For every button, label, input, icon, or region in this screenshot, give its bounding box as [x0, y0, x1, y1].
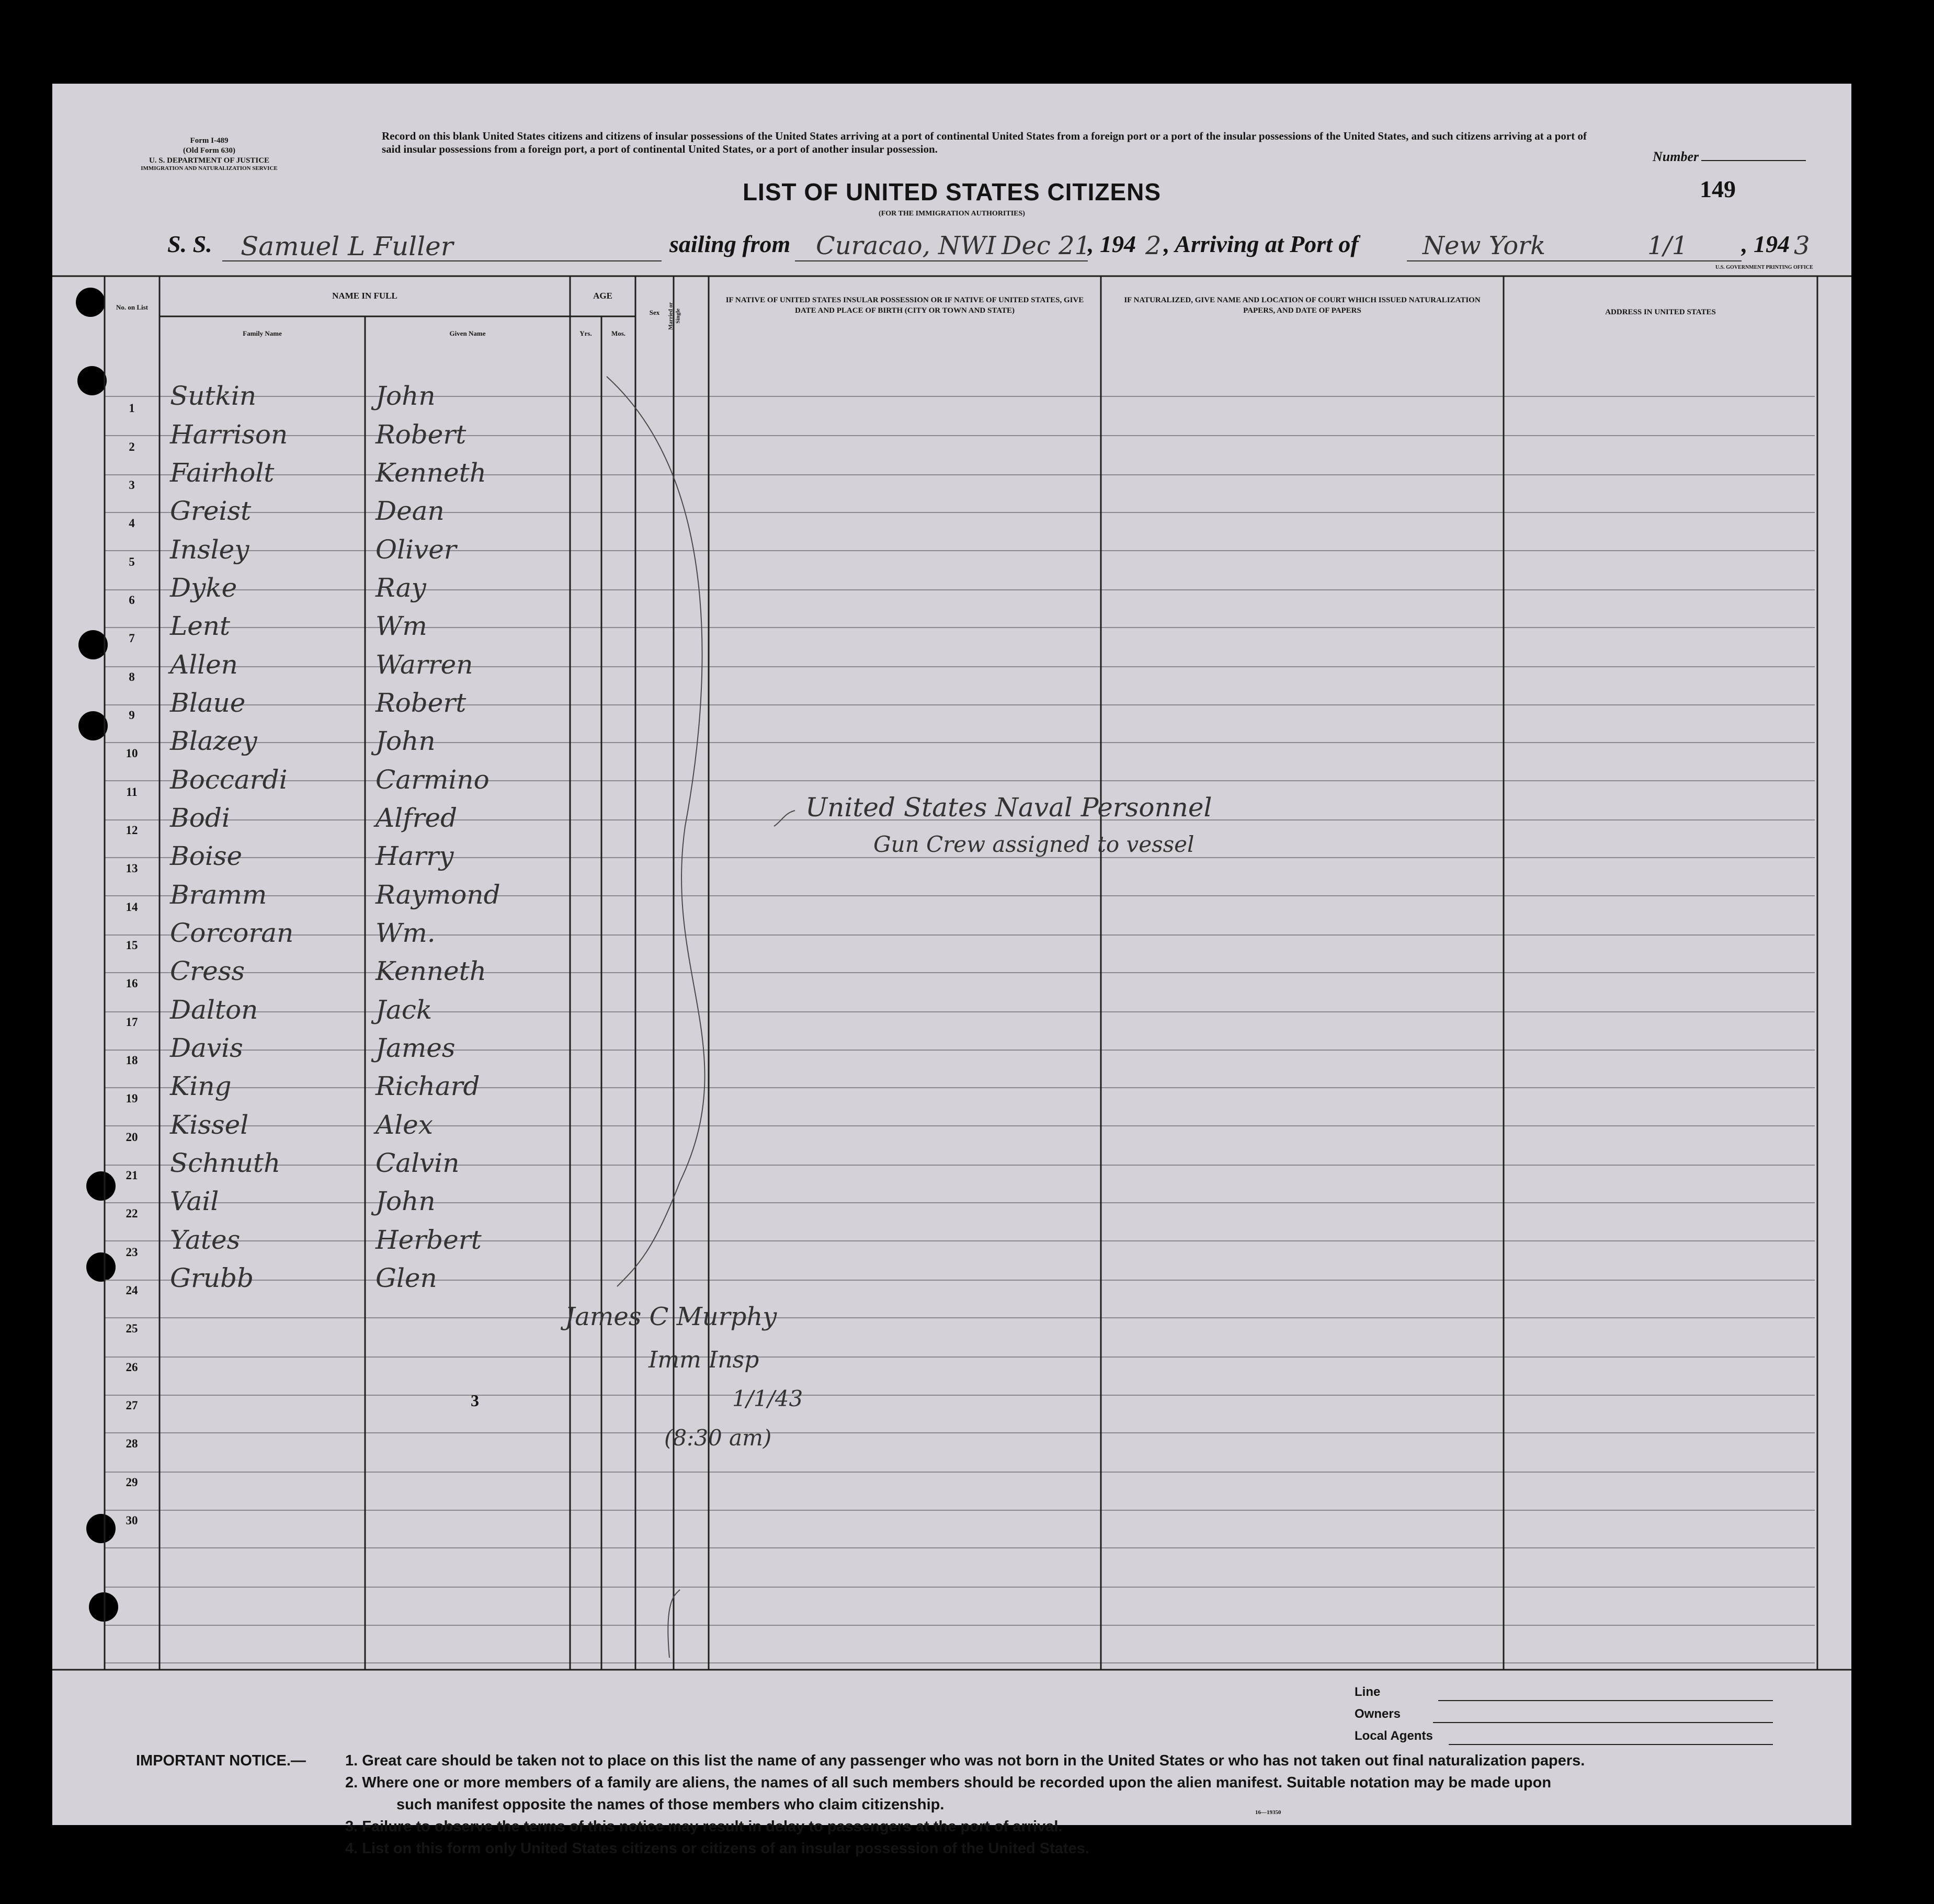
local-agents-label: Local Agents	[1355, 1729, 1433, 1743]
department-name: U. S. DEPARTMENT OF JUSTICE	[149, 156, 270, 165]
given-name: Jack	[376, 995, 433, 1025]
sailing-year: 2	[1145, 231, 1162, 260]
col-age: AGE	[593, 291, 612, 301]
inspector-title: Imm Insp	[649, 1347, 759, 1373]
ship-name: Samuel L Fuller	[241, 231, 453, 261]
notice-item-1: 1. Great care should be taken not to place on this list the name of any passenger who was not born in the United States or who has not taken out final naturalization papers.	[345, 1752, 1585, 1769]
col-address: ADDRESS IN UNITED STATES	[1605, 308, 1716, 316]
given-name: Alfred	[376, 803, 458, 833]
given-name: Calvin	[376, 1148, 460, 1178]
row-number: 16	[126, 977, 138, 990]
family-name: Blaue	[170, 688, 246, 718]
notice-item-4: 4. List on this form only United States citizens or citizens of an insular possession of the United States.	[345, 1840, 1089, 1857]
given-name: Glen	[376, 1263, 437, 1293]
arriving-label: , Arriving at Port of	[1164, 231, 1359, 257]
form-code: 16—19350	[1255, 1809, 1281, 1816]
row-number: 14	[126, 900, 138, 914]
col-married-or-single: Married or Single	[667, 302, 681, 330]
col-name-in-full: NAME IN FULL	[332, 291, 397, 301]
manifest-grid	[52, 84, 1851, 1825]
service-name: IMMIGRATION AND NATURALIZATION SERVICE	[141, 165, 278, 172]
row-number: 17	[126, 1016, 138, 1029]
row-number: 13	[126, 862, 138, 875]
given-name: Wm	[376, 611, 427, 641]
family-name: Bramm	[170, 880, 267, 910]
family-name: Grubb	[170, 1263, 254, 1293]
given-name: Dean	[376, 496, 445, 526]
given-name: Ray	[376, 573, 426, 603]
manifest-page	[52, 84, 1851, 1857]
ss-label: S. S.	[167, 231, 212, 257]
col-age-yrs: Yrs.	[579, 329, 592, 337]
col-given-name: Given Name	[449, 329, 486, 337]
family-name: King	[170, 1071, 232, 1101]
family-name: Sutkin	[170, 381, 257, 411]
given-name: Kenneth	[376, 956, 486, 986]
given-name: Richard	[376, 1071, 480, 1101]
line-label: Line	[1355, 1685, 1381, 1699]
given-name: Wm.	[376, 918, 436, 948]
family-name: Dyke	[170, 573, 237, 603]
record-instructions: Record on this blank United States citizens and citizens of insular possessions of the United States arriving at a port of continental United States from a foreign port or a port of the insular possessions of the United States, and such citizens arriving at a port of said insular possessions from a foreign port, a port of continental United States, or a port of another insular possession.	[382, 130, 1587, 156]
family-name: Allen	[170, 649, 238, 680]
notice-item-2-cont: such manifest opposite the names of those members who claim citizenship.	[396, 1796, 945, 1814]
given-name: John	[376, 381, 436, 411]
family-name: Bodi	[170, 803, 230, 833]
row-number: 23	[126, 1246, 138, 1259]
gun-crew-note: Gun Crew assigned to vessel	[873, 831, 1194, 857]
row-number: 7	[129, 632, 135, 645]
row-number: 24	[126, 1284, 138, 1297]
form-number: Form I-489	[190, 136, 229, 145]
naval-personnel-note: United States Naval Personnel	[805, 792, 1212, 823]
family-name: Boccardi	[170, 765, 288, 795]
col-sex: Sex	[649, 309, 660, 316]
owners-label: Owners	[1355, 1707, 1401, 1721]
given-name: Kenneth	[376, 458, 486, 488]
col-naturalized-court: IF NATURALIZED, GIVE NAME AND LOCATION OF COURT WHICH ISSUED NATURALIZATION PAPERS, AND DATE OF PAPERS	[1124, 296, 1481, 315]
family-name: Corcoran	[170, 918, 294, 948]
page-subtitle: (FOR THE IMMIGRATION AUTHORITIES)	[879, 210, 1025, 218]
row-number: 28	[126, 1437, 138, 1450]
row-number: 20	[126, 1131, 138, 1144]
row-number: 18	[126, 1054, 138, 1067]
inspector-signature: James C Murphy	[565, 1302, 777, 1331]
given-name: James	[376, 1033, 456, 1063]
row-number: 19	[126, 1092, 138, 1105]
sailing-from-label: sailing from	[669, 231, 791, 257]
arrival-port: New York	[1423, 231, 1546, 260]
notice-item-2: 2. Where one or more members of a family are aliens, the names of all such members should be recorded upon the alien manifest. Suitable notation may be made upon	[345, 1774, 1552, 1792]
row-number: 1	[129, 402, 135, 415]
family-name: Yates	[170, 1225, 241, 1255]
stray-mark: 3	[471, 1391, 479, 1410]
col-age-mos: Mos.	[611, 329, 626, 337]
arrival-year-prefix: , 194	[1742, 231, 1790, 257]
row-number: 10	[126, 747, 138, 760]
family-name: Insley	[170, 534, 249, 565]
given-name: Robert	[376, 419, 467, 450]
printer-mark: U.S. GOVERNMENT PRINTING OFFICE	[1715, 265, 1813, 270]
row-number: 3	[129, 478, 135, 492]
row-number: 15	[126, 939, 138, 952]
given-name: John	[376, 726, 436, 756]
old-form-number: (Old Form 630)	[183, 146, 235, 155]
family-name: Lent	[170, 611, 231, 641]
family-name: Schnuth	[170, 1148, 281, 1178]
given-name: Raymond	[376, 880, 500, 910]
sailing-date: Dec 21	[1002, 231, 1091, 260]
given-name: Harry	[376, 841, 454, 871]
row-number: 8	[129, 670, 135, 683]
col-no-on-list: No. on List	[116, 303, 149, 311]
family-name: Kissel	[170, 1110, 249, 1140]
family-name: Cress	[170, 956, 245, 986]
row-number: 21	[126, 1169, 138, 1182]
row-number: 26	[126, 1361, 138, 1374]
notice-item-3: 3. Failure to observe the terms of this notice may result in delay to passengers at the port of arrival.	[345, 1818, 1063, 1835]
family-name: Vail	[170, 1186, 219, 1216]
given-name: Warren	[376, 649, 473, 680]
col-family-name: Family Name	[243, 329, 282, 337]
row-number: 27	[126, 1399, 138, 1412]
sailing-year-prefix: , 194	[1088, 231, 1136, 257]
family-name: Blazey	[170, 726, 257, 756]
row-number: 25	[126, 1322, 138, 1335]
number-value: 149	[1700, 176, 1736, 202]
number-label: Number	[1653, 149, 1699, 164]
row-number: 6	[129, 594, 135, 607]
family-name: Dalton	[170, 995, 258, 1025]
page-title: LIST OF UNITED STATES CITIZENS	[742, 178, 1162, 206]
family-name: Greist	[170, 496, 252, 526]
arrival-year: 3	[1794, 231, 1810, 260]
row-number: 5	[129, 555, 135, 568]
given-name: Robert	[376, 688, 467, 718]
family-name: Boise	[170, 841, 243, 871]
row-number: 30	[126, 1514, 138, 1527]
row-number: 29	[126, 1476, 138, 1489]
row-number: 2	[129, 440, 135, 453]
given-name: Alex	[376, 1110, 433, 1140]
important-notice-label: IMPORTANT NOTICE.—	[136, 1752, 306, 1769]
row-number: 22	[126, 1207, 138, 1220]
col-native-birthplace: IF NATIVE OF UNITED STATES INSULAR POSSESSION OR IF NATIVE OF UNITED STATES, GIVE DATE AND PLACE OF BIRTH (CITY OR TOWN AND STATE)	[725, 296, 1084, 315]
family-name: Harrison	[170, 419, 288, 450]
family-name: Fairholt	[170, 458, 275, 488]
family-name: Davis	[170, 1033, 243, 1063]
row-number: 9	[129, 709, 135, 722]
important-notice-list	[345, 1750, 1841, 1860]
row-number: 4	[129, 517, 135, 530]
given-name: John	[376, 1186, 436, 1216]
sailing-from-port: Curacao, NWI	[816, 231, 996, 260]
given-name: Oliver	[376, 534, 457, 565]
inspection-time: (8:30 am)	[664, 1425, 772, 1451]
given-name: Herbert	[376, 1225, 482, 1255]
arrival-date: 1/1	[1647, 231, 1688, 260]
inspection-date: 1/1/43	[732, 1386, 803, 1411]
row-number: 11	[126, 785, 138, 799]
given-name: Carmino	[376, 765, 490, 795]
row-number: 12	[126, 824, 138, 837]
